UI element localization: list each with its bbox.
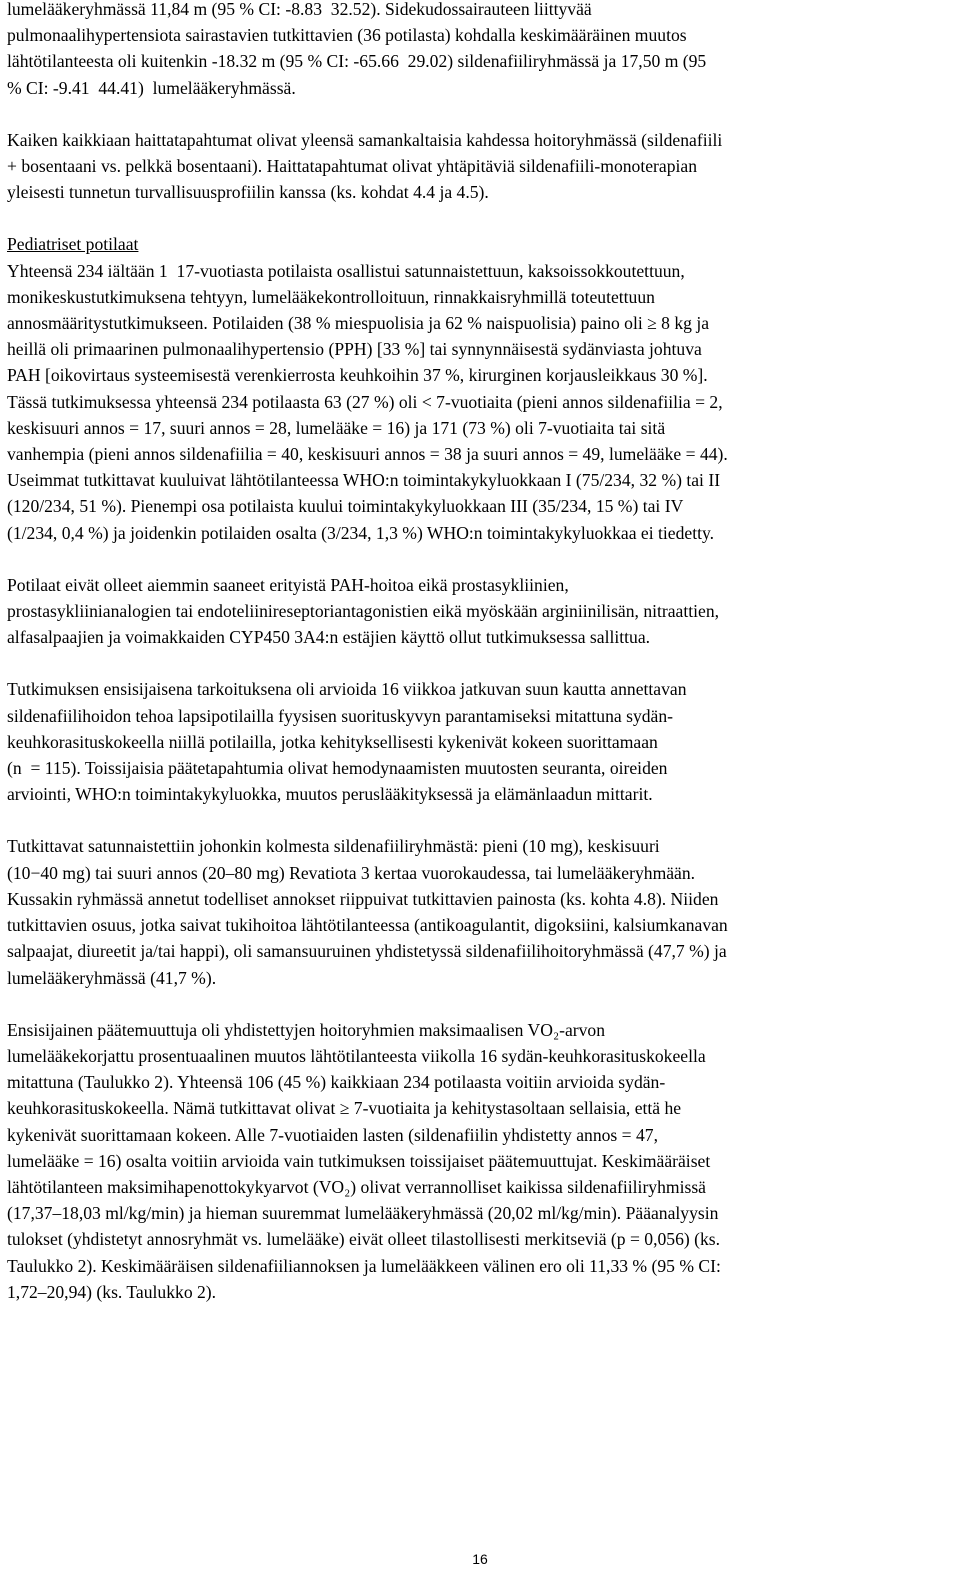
text-line: salpaajat, diureetit ja/tai happi), oli samansuuruinen yhdistetyssä sildenafiilihoitoryhmässä (47,7 %) ja	[7, 941, 727, 962]
document-body	[7, 0, 953, 1331]
text-line: Useimmat tutkittavat kuuluivat lähtötilanteessa WHO:n toimintakykyluokkaan I (75/234, 32 %) tai II	[7, 470, 721, 491]
text-line: + bosentaani vs. pelkkä bosentaani). Haittatapahtumat olivat yhtäpitäviä sildenafiili-monoterapian	[7, 156, 698, 177]
text-line: lähtötilanteen maksimihapenottokykyarvot (VO₂) olivat verrannolliset kaikissa sildenafiiliryhmissä	[7, 1176, 706, 1197]
text-line: lähtötilanteesta oli kuitenkin -18.32 m (95 % CI: -65.66 29.02) sildenafiiliryhmässä ja 17,50 m (95	[7, 51, 707, 72]
text-line: arviointi, WHO:n toimintakykyluokka, muutos peruslääkityksessä ja elämänlaadun mittarit.	[7, 784, 653, 805]
paragraph-pediatric	[7, 231, 953, 545]
text-line: annosmääritystutkimukseen. Potilaiden (38 % miespuolisia ja 62 % naispuolisia) paino oli ≥ 8 kg ja	[7, 313, 710, 334]
text-line: Tässä tutkimuksessa yhteensä 234 potilaasta 63 (27 %) oli < 7-vuotiaita (pieni annos sildenafiilia = 2,	[7, 391, 723, 412]
text-line: tulokset (yhdistetyt annosryhmät vs. lumelääke) eivät olleet tilastollisesti merkitseviä (p = 0,056) (ks.	[7, 1229, 721, 1250]
text-line: monikeskustutkimuksena tehtyyn, lumelääkekontrolloituun, rinnakkaisryhmillä toteutettuun	[7, 286, 655, 307]
text-line: tutkittavien osuus, jotka saivat tukihoitoa lähtötilanteessa (antikoagulantit, digoksiini, kalsiumkanavan	[7, 915, 728, 936]
text-line: sildenafiilihoidon tehoa lapsipotilailla fyysisen suorituskyvyn parantamiseksi mitattuna sydän-	[7, 705, 674, 726]
text-line: vanhempia (pieni annos sildenafiilia = 40, keskisuuri annos = 38 ja suuri annos = 49, lumelääke = 44).	[7, 444, 728, 465]
text-line: pulmonaalihypertensiota sairastavien tutkittavien (36 potilasta) kohdalla keskimääräinen muutos	[7, 25, 687, 46]
text-line: keuhkorasituskokeella. Nämä tutkittavat olivat ≥ 7-vuotiaita ja kehitystasoltaan sellaisia, että he	[7, 1098, 682, 1119]
text-line: lumelääkeryhmässä 11,84 m (95 % CI: -8.83 32.52). Sidekudossairauteen liittyvää	[7, 0, 592, 19]
text-line: Ensisijainen päätemuuttuja oli yhdistettyjen hoitoryhmien maksimaalisen VO₂-arvon	[7, 1019, 606, 1040]
text-line: keskisuuri annos = 17, suuri annos = 28, lumelääke = 16) ja 171 (73 %) oli 7-vuotiaita tai sitä	[7, 417, 666, 438]
paragraph-adverse-events	[7, 127, 953, 206]
text-line: prostasykliinianalogien tai endoteliinireseptoriantagonistien eikä myöskään arginiinilisän, nitraattien,	[7, 601, 720, 622]
text-line: yleisesti tunnetun turvallisuusprofiilin kanssa (ks. kohdat 4.4 ja 4.5).	[7, 182, 489, 203]
paragraph-randomization	[7, 833, 953, 990]
text-line: (1/234, 0,4 %) ja joidenkin potilaiden osalta (3/234, 1,3 %) WHO:n toimintakykyluokkaa ei tiedetty.	[7, 522, 715, 543]
text-line: alfasalpaajien ja voimakkaiden CYP450 3A4:n estäjien käyttö ollut tutkimuksessa sallittua.	[7, 627, 651, 648]
text-line: 1,72–20,94) (ks. Taulukko 2).	[7, 1281, 217, 1302]
text-line: % CI: -9.41 44.41) lumelääkeryhmässä.	[7, 77, 296, 98]
text-line: mitattuna (Taulukko 2). Yhteensä 106 (45 %) kaikkiaan 234 potilaasta voitiin arvioida sydän-	[7, 1072, 666, 1093]
section-heading-pediatric: Pediatriset potilaat	[7, 234, 139, 255]
text-line: lumelääke = 16) osalta voitiin arvioida vain tutkimuksen toissijaiset päätemuuttujat. Keskimääräiset	[7, 1150, 711, 1171]
text-line: lumelääkekorjattu prosentuaalinen muutos lähtötilanteesta viikolla 16 sydän-keuhkorasituskokeella	[7, 1045, 706, 1066]
text-line: Potilaat eivät olleet aiemmin saaneet erityistä PAH-hoitoa eikä prostasykliinien,	[7, 574, 569, 595]
text-line: Tutkimuksen ensisijaisena tarkoituksena oli arvioida 16 viikkoa jatkuvan suun kautta annettavan	[7, 679, 687, 700]
text-line: lumelääkeryhmässä (41,7 %).	[7, 967, 217, 988]
text-line: (17,37–18,03 ml/kg/min) ja hieman suuremmat lumelääkeryhmässä (20,02 ml/kg/min). Pääanalyysin	[7, 1203, 719, 1224]
text-line: (120/234, 51 %). Pienempi osa potilaista kuului toimintakykyluokkaan III (35/234, 15 %) tai IV	[7, 496, 684, 517]
paragraph-results-continuation	[7, 0, 953, 101]
text-line: keuhkorasituskokeella niillä potilailla, jotka kehityksellisesti kykenivät kokeen suorittamaan	[7, 731, 658, 752]
text-line: Taulukko 2). Keskimääräisen sildenafiiliannoksen ja lumelääkkeen välinen ero oli 11,33 % (95 % CI:	[7, 1255, 721, 1276]
text-line: Kaiken kaikkiaan haittatapahtumat olivat yleensä samankaltaisia kahdessa hoitoryhmässä (sildenafiili	[7, 129, 723, 150]
text-line: Tutkittavat satunnaistettiin johonkin kolmesta sildenafiiliryhmästä: pieni (10 mg), keskisuuri	[7, 836, 660, 857]
text-line: Yhteensä 234 iältään 1 17-vuotiasta potilaista osallistui satunnaistettuun, kaksoissokkoutettuun,	[7, 260, 685, 281]
paragraph-prior-treatment	[7, 572, 953, 651]
page-number: 16	[472, 1551, 488, 1567]
text-line: PAH [oikovirtaus systeemisestä verenkierrosta keuhkoihin 37 %, kirurginen korjausleikkaus 30 %].	[7, 365, 708, 386]
text-line: (10−40 mg) tai suuri annos (20–80 mg) Revatiota 3 kertaa vuorokaudessa, tai lumelääkeryhmään.	[7, 862, 696, 883]
text-line: Kussakin ryhmässä annetut todelliset annokset riippuivat tutkittavien painosta (ks. kohta 4.8). Niiden	[7, 888, 719, 909]
paragraph-primary-endpoint	[7, 1017, 953, 1305]
paragraph-study-aim	[7, 676, 953, 807]
text-line: heillä oli primaarinen pulmonaalihypertensio (PPH) [33 %] tai synnynnäisestä sydänviasta johtuva	[7, 339, 702, 360]
text-line: kykenivät suorittamaan kokeen. Alle 7-vuotiaiden lasten (sildenafiilin yhdistetty annos = 47,	[7, 1124, 658, 1145]
text-line: (n = 115). Toissijaisia päätetapahtumia olivat hemodynaamisten muutosten seuranta, oireiden	[7, 758, 668, 779]
